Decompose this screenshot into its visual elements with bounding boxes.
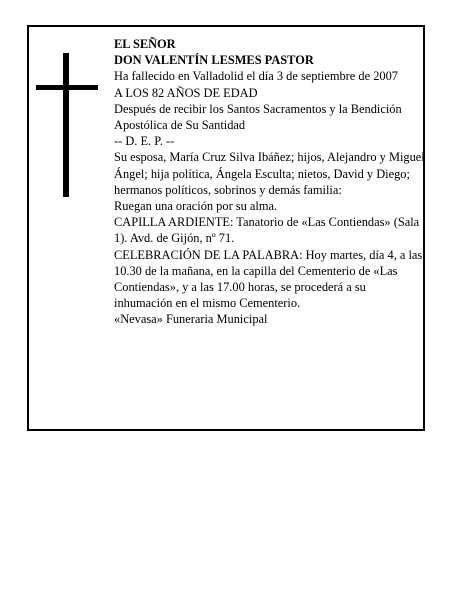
- family-line: Su esposa, María Cruz Silva Ibáñez; hijos, Alejandro y Miguel Ángel; hija política, Ángela Esculta; nietos, David y Diego; hermanos políticos, sobrinos y demás familia:: [114, 150, 425, 197]
- cross-horizontal-bar: [36, 85, 98, 90]
- sacraments-line: Después de recibir los Santos Sacramentos y la Bendición Apostólica de Su Santidad: [114, 101, 402, 133]
- chapel-line: CAPILLA ARDIENTE: Tanatorio de «Las Contiendas» (Sala 1). Avd. de Gijón, nº 71.: [114, 215, 420, 246]
- deceased-name: DON VALENTÍN LESMES PASTOR: [114, 53, 314, 68]
- obituary-title: EL SEÑOR: [114, 37, 176, 51]
- rip-line: -- D. E. P. --: [114, 134, 175, 149]
- obituary-text: [114, 36, 426, 328]
- funeral-home: «Nevasa» Funeraria Municipal: [114, 312, 268, 327]
- death-notice: Ha fallecido en Valladolid el día 3 de septiembre de 2007: [114, 69, 398, 84]
- cross-vertical-bar: [63, 53, 69, 197]
- prayer-request: Ruegan una oración por su alma.: [114, 199, 278, 214]
- cross-icon: [36, 53, 98, 197]
- age-line: A LOS 82 AÑOS DE EDAD: [114, 85, 258, 100]
- ceremony-line: CELEBRACIÓN DE LA PALABRA: Hoy martes, día 4, a las 10.30 de la mañana, en la capilla del Cementerio de «Las Contiendas», y a las 17.00 horas, se procederá a su inhumación en el mismo Cementerio.: [114, 247, 423, 311]
